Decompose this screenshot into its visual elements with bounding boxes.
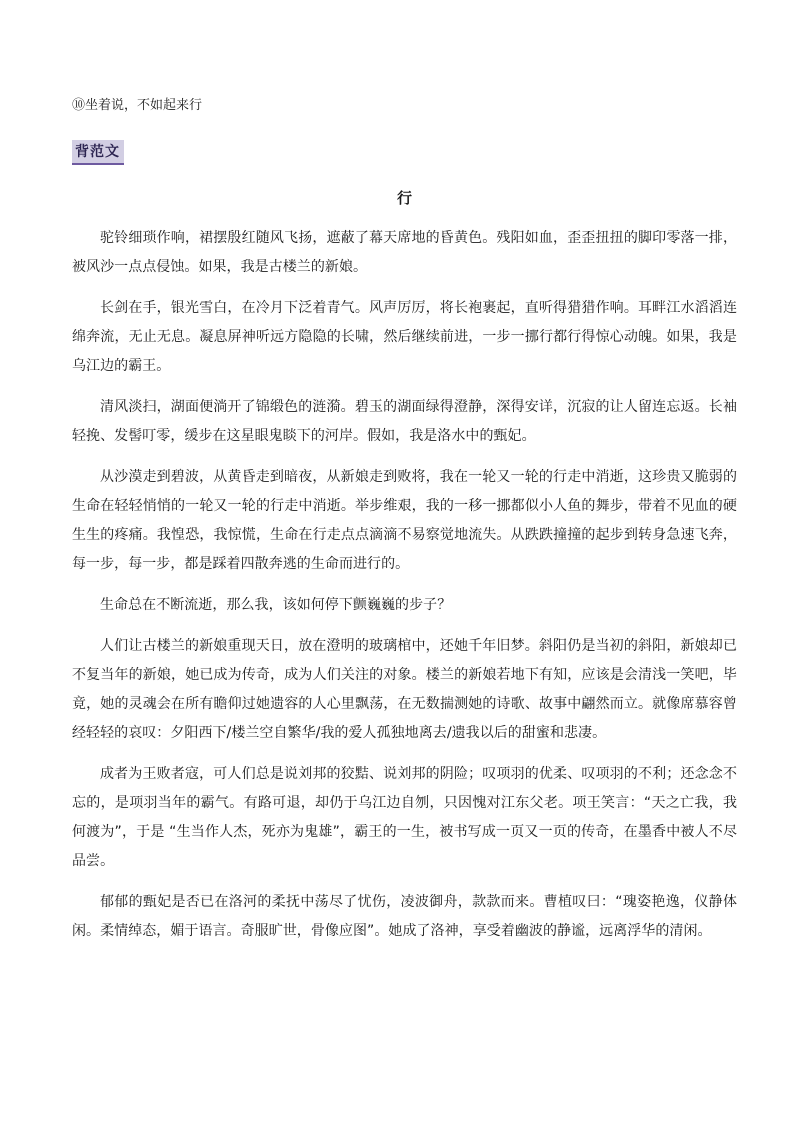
essay-paragraph: 郁郁的甄妃是否已在洛河的柔抚中荡尽了忧伤，凌波御舟，款款而来。曹植叹曰：“瑰姿艳逸，仪静体闲。柔情绰态，媚于语言。奇服旷世，骨像应图”。她成了洛神，享受着幽波的静谧，远离浮华的清闲。 [72,894,737,939]
section-badge-label: 背范文 [72,140,124,165]
prompt-line: ⑩坐着说，不如起来行 [72,98,203,113]
essay-paragraph: 从沙漠走到碧波，从黄昏走到暗夜，从新娘走到败将，我在一轮又一轮的行走中消逝，这珍贵又脆弱的生命在轻轻悄悄的一轮又一轮的行走中消逝。举步维艰，我的一移一挪都似小人鱼的舞步，带着不见血的硬生生的疼痛。我惶恐，我惊慌，生命在行走点点滴滴不易察觉地流失。从跌跌撞撞的起步到转身急速飞奔，每一步，每一步，都是踩着四散奔逃的生命而进行的。 [72,469,737,572]
essay-paragraph: 长剑在手，银光雪白，在冷月下泛着青气。风声厉厉，将长袍裹起，直听得猎猎作响。耳畔江水滔滔连绵奔流，无止无息。凝息屏神听远方隐隐的长啸，然后继续前进，一步一挪行都行得惊心动魄。如果，我是乌江边的霸王。 [72,300,737,374]
essay-paragraph: 清风淡扫，湖面便淌开了锦缎色的涟漪。碧玉的湖面绿得澄静，深得安详，沉寂的让人留连忘返。长袖轻挽、发髻叮零，缓步在这星眼鬼睒下的河岸。假如，我是洛水中的甄妃。 [72,399,737,444]
essay-paragraph: 成者为王败者寇，可人们总是说刘邦的狡黠、说刘邦的阴险；叹项羽的优柔、叹项羽的不利；还念念不忘的，是项羽当年的霸气。有路可退，却仍于乌江边自刎，只因愧对江东父老。项王笑言：“天之亡我，我何渡为”，于是 “生当作人杰，死亦为鬼雄”，霸王的一生，被书写成一页又一页的传奇，在墨香中被人不尽品尝。 [72,766,737,869]
essay-paragraph: 驼铃细琐作响，裙摆殷红随风飞扬，遮蔽了幕天席地的昏黄色。残阳如血，歪歪扭扭的脚印零落一排，被风沙一点点侵蚀。如果，我是古楼兰的新娘。 [72,230,737,275]
essay-title: 行 [396,189,412,207]
document-page [72,96,737,958]
essay-body [72,224,737,946]
essay-paragraph: 生命总在不断流逝，那么我，该如何停下颤巍巍的步子？ [100,597,452,613]
essay-paragraph: 人们让古楼兰的新娘重现天日，放在澄明的玻璃棺中，还她千年旧梦。斜阳仍是当初的斜阳，新娘却已不复当年的新娘，她已成为传奇，成为人们关注的对象。楼兰的新娘若地下有知，应该是会清浅一笑吧，毕竟，她的灵魂会在所有瞻仰过她遗容的人心里飘荡，在无数揣测她的诗歌、故事中翩然而立。就像席慕容曾经轻轻的哀叹：夕阳西下/楼兰空自繁华/我的爱人孤独地离去/遗我以后的甜蜜和悲凄。 [72,638,737,741]
section-badge [72,140,737,165]
